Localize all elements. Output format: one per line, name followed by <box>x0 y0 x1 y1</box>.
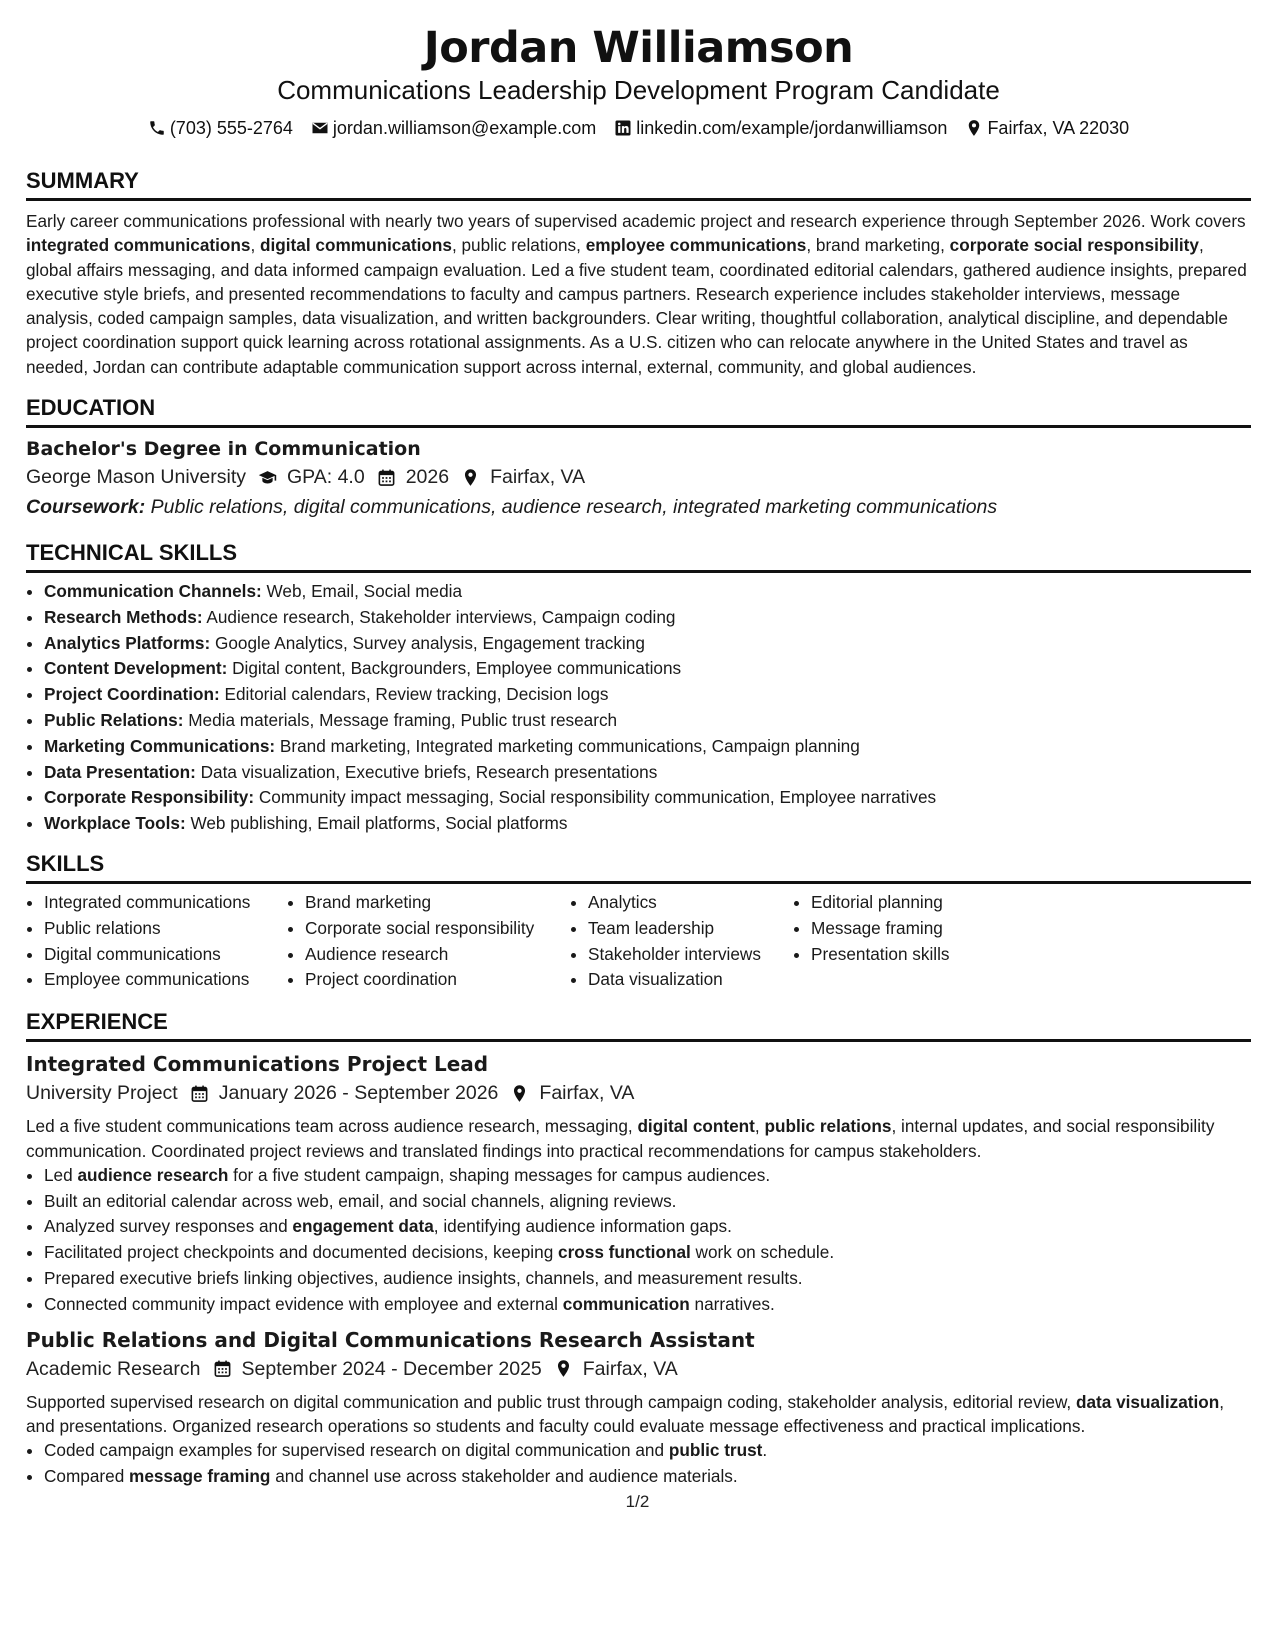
candidate-name: Jordan Williamson <box>423 23 854 73</box>
list-item <box>44 1266 1251 1292</box>
education-section <box>26 395 1251 522</box>
linkedin-icon <box>614 119 632 137</box>
skill-values: Google Analytics, Survey analysis, Engagement tracking <box>210 632 645 653</box>
coursework-line <box>26 492 1251 522</box>
calendar-icon <box>377 468 396 487</box>
education-location: Fairfax, VA <box>490 466 586 489</box>
list-item: • Project coordination <box>305 967 570 993</box>
school-name: George Mason University <box>26 466 247 489</box>
text-run: Coded campaign examples for supervised research on digital communication and <box>44 1440 669 1461</box>
envelope-icon <box>311 119 329 137</box>
list-item: • Team leadership <box>588 916 793 942</box>
emphasis-text: cross functional <box>558 1242 691 1263</box>
map-pin-icon <box>554 1359 573 1378</box>
skills-column <box>793 890 1071 993</box>
emphasis-text: audience research <box>77 1164 229 1185</box>
technical-skills-heading: TECHNICAL SKILLS <box>26 540 1251 573</box>
emphasis-text: communication <box>562 1293 690 1314</box>
skills-column <box>570 890 793 993</box>
emphasis-text: integrated communications <box>26 235 251 256</box>
job-dates: September 2024 - December 2025 <box>241 1357 542 1380</box>
skill-category: Corporate Responsibility: <box>44 787 255 808</box>
skill-category: Communication Channels: <box>44 581 262 602</box>
list-item <box>44 1189 1251 1215</box>
skill-values: Digital content, Backgrounders, Employee communications <box>227 658 682 679</box>
list-item <box>44 1240 1251 1266</box>
text-run: , global affairs messaging, and data informed campaign evaluation. Led a five student team, coordinated editorial calendars, gathered audience insights, prepared executive style briefs, and presented recommendations to faculty and campus partners. Research experience includes stakeholder interviews, message analysis, coded campaign samples, data visualization, and written backgrounders. Clear writing, thoughtful collaboration, analytical discipline, and dependable project coordination support quick learning across rotational assignments. As a U.S. citizen who can relocate anywhere in the United States and travel as needed, Jordan can contribute adaptable communication support across internal, external, community, and global audiences. <box>26 235 1247 377</box>
skill-values: Editorial calendars, Review tracking, Decision logs <box>219 684 609 705</box>
text-run: for a five student campaign, shaping messages for campus audiences. <box>228 1164 771 1185</box>
skill-values: Data visualization, Executive briefs, Research presentations <box>195 761 658 782</box>
skill-values: Web publishing, Email platforms, Social platforms <box>185 813 568 834</box>
list-item: • Brand marketing <box>305 890 570 916</box>
phone-icon <box>148 119 166 137</box>
job-dates: January 2026 - September 2026 <box>218 1082 499 1105</box>
job-bullets <box>26 1163 1251 1318</box>
skill-category: Research Methods: <box>44 606 203 627</box>
phone-text: (703) 555-2764 <box>169 118 293 138</box>
summary-text <box>26 209 1251 379</box>
text-run: narratives. <box>689 1293 775 1314</box>
skills-section <box>26 851 1251 993</box>
resume-page <box>26 22 1251 1490</box>
list-item: • Employee communications <box>44 967 287 993</box>
job-meta <box>26 1078 1251 1108</box>
list-item: • Audience research <box>305 942 570 968</box>
candidate-headline: Communications Leadership Development Program Candidate <box>277 75 1000 105</box>
skill-category: Analytics Platforms: <box>44 632 211 653</box>
list-item <box>44 1464 1251 1490</box>
skill-category: Content Development: <box>44 658 228 679</box>
text-run: Supported supervised research on digital communication and public trust through campaign coding, stakeholder analysis, editorial review, <box>26 1391 1076 1412</box>
text-run: Early career communications professional with nearly two years of supervised academic project and research experience through September 2026. Work covers <box>26 211 1246 231</box>
location-text: Fairfax, VA 22030 <box>987 118 1130 138</box>
degree-title: Bachelor's Degree in Communication <box>26 438 421 461</box>
skills-grid <box>26 890 1251 993</box>
job-org: University Project <box>26 1082 178 1105</box>
job-description <box>26 1114 1251 1163</box>
text-run: Built an editorial calendar across web, email, and social channels, aligning reviews. <box>44 1190 677 1211</box>
text-run: , <box>250 235 260 256</box>
education-heading: EDUCATION <box>26 395 1251 428</box>
experience-section <box>26 1009 1251 1490</box>
summary-heading: SUMMARY <box>26 168 1251 201</box>
list-item <box>44 708 1251 734</box>
list-item <box>44 760 1251 786</box>
skill-category: Data Presentation: <box>44 761 196 782</box>
job-meta <box>26 1354 1251 1384</box>
list-item: • Message framing <box>811 916 1071 942</box>
skills-column <box>26 890 287 993</box>
graduation-year: 2026 <box>405 466 450 489</box>
emphasis-text: digital content <box>637 1116 755 1137</box>
text-run: . <box>762 1440 768 1461</box>
experience-heading: EXPERIENCE <box>26 1009 1251 1042</box>
job-title: Integrated Communications Project Lead <box>26 1052 489 1077</box>
list-item <box>44 1292 1251 1318</box>
emphasis-text: employee communications <box>585 235 807 256</box>
skill-category: Project Coordination: <box>44 684 220 705</box>
list-item: • Analytics <box>588 890 793 916</box>
list-item <box>44 682 1251 708</box>
contact-email[interactable] <box>311 116 596 140</box>
list-item <box>44 579 1251 605</box>
text-run: Connected community impact evidence with employee and external <box>44 1293 563 1314</box>
job-entry <box>26 1050 1251 1317</box>
list-item: • Corporate social responsibility <box>305 916 570 942</box>
graduation-cap-icon <box>258 468 277 487</box>
list-item <box>44 1214 1251 1240</box>
list-item <box>44 1163 1251 1189</box>
list-item: • Integrated communications <box>44 890 287 916</box>
job-entry <box>26 1326 1251 1490</box>
contact-linkedin[interactable] <box>614 116 947 140</box>
skill-values: Media materials, Message framing, Public trust research <box>183 710 618 731</box>
text-run: Prepared executive briefs linking objectives, audience insights, channels, and measurement results. <box>44 1268 803 1289</box>
contact-phone[interactable] <box>148 116 293 140</box>
text-run: , <box>754 1116 765 1137</box>
list-item <box>44 734 1251 760</box>
emphasis-text: corporate social responsibility <box>949 235 1199 256</box>
job-title: Public Relations and Digital Communications Research Assistant <box>26 1327 755 1352</box>
emphasis-text: public relations <box>764 1116 892 1137</box>
list-item: • Digital communications <box>44 942 287 968</box>
text-run: , identifying audience information gaps. <box>433 1216 732 1237</box>
list-item: • Stakeholder interviews <box>588 942 793 968</box>
emphasis-text: data visualization <box>1075 1391 1220 1412</box>
education-meta <box>26 462 1251 492</box>
map-pin-icon <box>510 1084 529 1103</box>
skill-category: Workplace Tools: <box>44 813 186 834</box>
list-item: • Data visualization <box>588 967 793 993</box>
text-run: Compared <box>44 1466 130 1486</box>
skills-heading: SKILLS <box>26 851 1251 884</box>
skills-column <box>287 890 570 993</box>
skill-values: Brand marketing, Integrated marketing communications, Campaign planning <box>275 735 860 756</box>
linkedin-text: linkedin.com/example/jordanwilliamson <box>636 118 948 138</box>
email-text: jordan.williamson@example.com <box>332 118 597 138</box>
gpa-text: GPA: 4.0 <box>287 466 365 489</box>
text-run: and channel use across stakeholder and audience materials. <box>270 1466 738 1486</box>
text-run: , public relations, <box>451 235 586 256</box>
technical-skills-list <box>26 579 1251 837</box>
skill-values: Audience research, Stakeholder interviews, Campaign coding <box>202 606 676 627</box>
coursework-label: Coursework: <box>26 496 146 519</box>
job-description <box>26 1390 1251 1439</box>
map-pin-icon <box>461 468 480 487</box>
list-item: • Public relations <box>44 916 287 942</box>
map-pin-icon <box>965 119 983 137</box>
technical-skills-section <box>26 540 1251 837</box>
emphasis-text: public trust <box>668 1440 763 1461</box>
summary-section <box>26 168 1251 379</box>
page-number: 1/2 <box>625 1492 650 1511</box>
job-location: Fairfax, VA <box>582 1357 678 1380</box>
list-item <box>44 656 1251 682</box>
text-run: Analyzed survey responses and <box>44 1216 293 1237</box>
contact-location <box>965 116 1129 140</box>
list-item: • Presentation skills <box>811 942 1071 968</box>
list-item <box>44 631 1251 657</box>
job-location: Fairfax, VA <box>539 1082 635 1105</box>
job-org: Academic Research <box>26 1357 201 1380</box>
text-run: Led a five student communications team across audience research, messaging, <box>26 1116 638 1137</box>
skill-values: Web, Email, Social media <box>261 581 463 602</box>
text-run: Led <box>44 1164 78 1185</box>
list-item <box>44 1438 1251 1464</box>
list-item <box>44 605 1251 631</box>
text-run: , and presentations. Organized research operations so students and faculty could evaluate message effectiveness and practical implications. <box>26 1391 1225 1436</box>
text-run: Facilitated project checkpoints and documented decisions, keeping <box>44 1242 559 1263</box>
text-run: work on schedule. <box>690 1242 835 1263</box>
coursework-text: Public relations, digital communications, audience research, integrated marketing communications <box>145 496 998 519</box>
calendar-icon <box>190 1084 209 1103</box>
contact-bar <box>26 116 1251 140</box>
skill-values: Community impact messaging, Social responsibility communication, Employee narratives <box>254 787 937 808</box>
text-run: , internal updates, and social responsibility communication. Coordinated project reviews and translated findings into practical recommendations for campus stakeholders. <box>26 1116 1215 1161</box>
calendar-icon <box>213 1359 232 1378</box>
emphasis-text: engagement data <box>292 1216 434 1237</box>
list-item <box>44 811 1251 837</box>
list-item <box>44 785 1251 811</box>
skill-category: Marketing Communications: <box>44 735 276 756</box>
list-item: • Editorial planning <box>811 890 1071 916</box>
skill-category: Public Relations: <box>44 710 184 731</box>
emphasis-text: message framing <box>129 1466 271 1486</box>
text-run: , brand marketing, <box>806 235 950 256</box>
emphasis-text: digital communications <box>260 235 452 256</box>
job-bullets <box>26 1438 1251 1490</box>
